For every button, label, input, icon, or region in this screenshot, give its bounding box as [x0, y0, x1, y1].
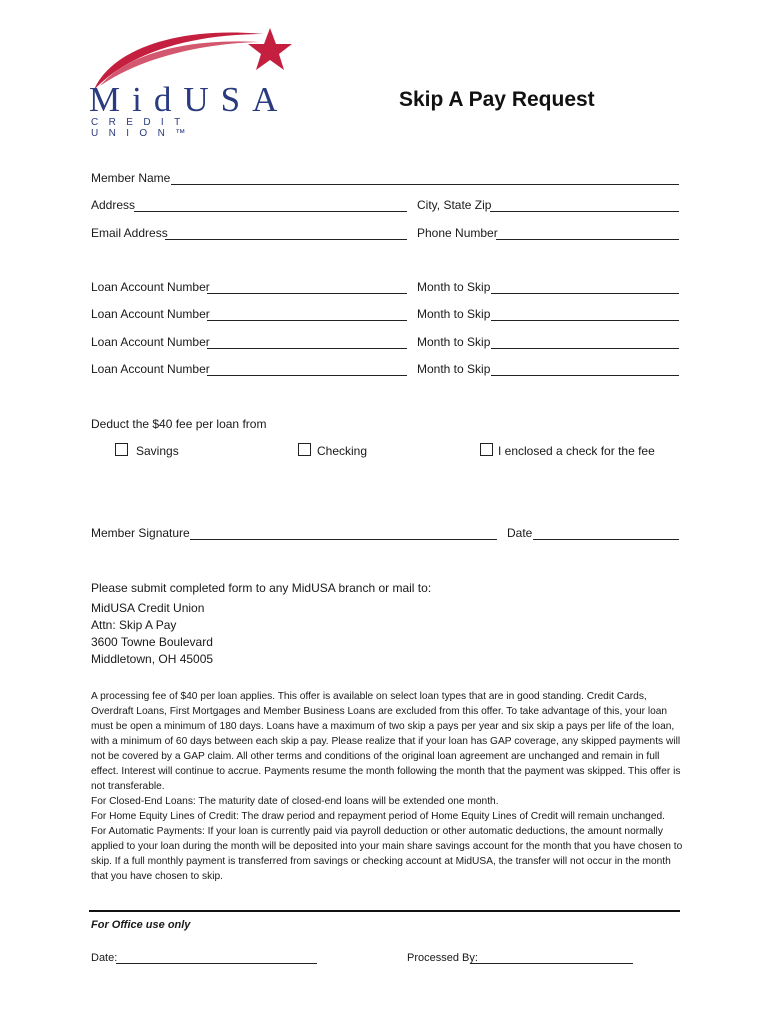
member-name-label: Member Name: [91, 171, 171, 185]
mail-address-line: MidUSA Credit Union: [91, 601, 205, 615]
loan-account-field[interactable]: [207, 320, 407, 321]
office-use-heading: For Office use only: [91, 919, 191, 931]
terms-paragraph: For Automatic Payments: If your loan is currently paid via payroll deduction or other automatic deductions, the amount normally applied to your loan during the month will be deposited into your main share savings account for the month that you have chosen to skip. If a full monthly payment is transferred from savings or checking account at MidUSA, the transfer will not occur in the month that you have chosen to skip.: [91, 826, 683, 882]
page-title: Skip A Pay Request: [399, 88, 595, 111]
terms-paragraph: A processing fee of $40 per loan applies. This offer is available on select loan types that are in good standing. Credit Cards, Overdraft Loans, First Mortgages and Member Business Loans are excluded from this offer. To take advantage of this, your loan must be open a minimum of 180 days. Loans have a maximum of two skip a pays per year and six skip a pays per life of the loan, with a minimum of 60 days between each skip a pay. Please realize that if your loan has GAP coverage, any skipped payments will not be covered by a GAP claim. All other terms and conditions of the original loan agreement are unchanged and remain in full effect. Interest will continue to accrue. Payments resume the month following the month that the payment was skipped. This offer is not transferable.: [91, 691, 681, 792]
phone-label: Phone Number: [417, 226, 498, 240]
member-name-field[interactable]: [171, 184, 679, 185]
loan-account-label: Loan Account Number: [91, 280, 210, 294]
office-date-field[interactable]: [116, 963, 317, 964]
month-to-skip-field[interactable]: [491, 348, 679, 349]
loan-account-field[interactable]: [207, 293, 407, 294]
loan-account-field[interactable]: [207, 348, 407, 349]
office-date-label: Date:: [91, 952, 118, 964]
signature-date-field[interactable]: [533, 539, 679, 540]
month-to-skip-field[interactable]: [491, 293, 679, 294]
email-label: Email Address: [91, 226, 168, 240]
city-state-zip-field[interactable]: [490, 211, 679, 212]
savings-checkbox[interactable]: [115, 443, 128, 456]
phone-field[interactable]: [496, 239, 679, 240]
month-to-skip-label: Month to Skip: [417, 307, 491, 321]
month-to-skip-field[interactable]: [491, 375, 679, 376]
city-state-zip-label: City, State Zip: [417, 198, 492, 212]
member-signature-label: Member Signature: [91, 526, 190, 540]
processed-by-label: Processed By:: [407, 952, 478, 964]
fee-heading: Deduct the $40 fee per loan from: [91, 417, 267, 431]
checking-label: Checking: [317, 444, 368, 458]
mail-address-line: Middletown, OH 45005: [91, 652, 214, 666]
mail-address-line: 3600 Towne Boulevard: [91, 635, 213, 649]
address-label: Address: [91, 198, 136, 212]
processed-by-field[interactable]: [470, 963, 633, 964]
savings-label: Savings: [136, 444, 179, 458]
terms-paragraph: For Closed-End Loans: The maturity date of closed-end loans will be extended one month.: [91, 796, 499, 807]
month-to-skip-label: Month to Skip: [417, 335, 491, 349]
month-to-skip-label: Month to Skip: [417, 280, 491, 294]
logo-wordmark: MidUSA: [89, 80, 290, 119]
checking-checkbox[interactable]: [298, 443, 311, 456]
address-field[interactable]: [134, 211, 407, 212]
terms-text: [91, 689, 686, 884]
office-divider: [89, 910, 680, 912]
check-enclosed-checkbox[interactable]: [480, 443, 493, 456]
loan-account-label: Loan Account Number: [91, 362, 210, 376]
month-to-skip-field[interactable]: [491, 320, 679, 321]
signature-date-label: Date: [507, 526, 533, 540]
loan-account-label: Loan Account Number: [91, 307, 210, 321]
month-to-skip-label: Month to Skip: [417, 362, 491, 376]
loan-account-field[interactable]: [207, 375, 407, 376]
check-enclosed-label: I enclosed a check for the fee: [498, 444, 655, 458]
email-field[interactable]: [165, 239, 407, 240]
logo: [86, 20, 306, 139]
mail-address-line: Attn: Skip A Pay: [91, 618, 177, 632]
terms-paragraph: For Home Equity Lines of Credit: The draw period and repayment period of Home Equity Lines of Credit will remain unchanged.: [91, 811, 666, 822]
logo-subtext: CREDIT UNION™: [91, 117, 196, 139]
loan-account-label: Loan Account Number: [91, 335, 210, 349]
mail-intro: Please submit completed form to any MidUSA branch or mail to:: [91, 581, 432, 595]
member-signature-field[interactable]: [190, 539, 497, 540]
